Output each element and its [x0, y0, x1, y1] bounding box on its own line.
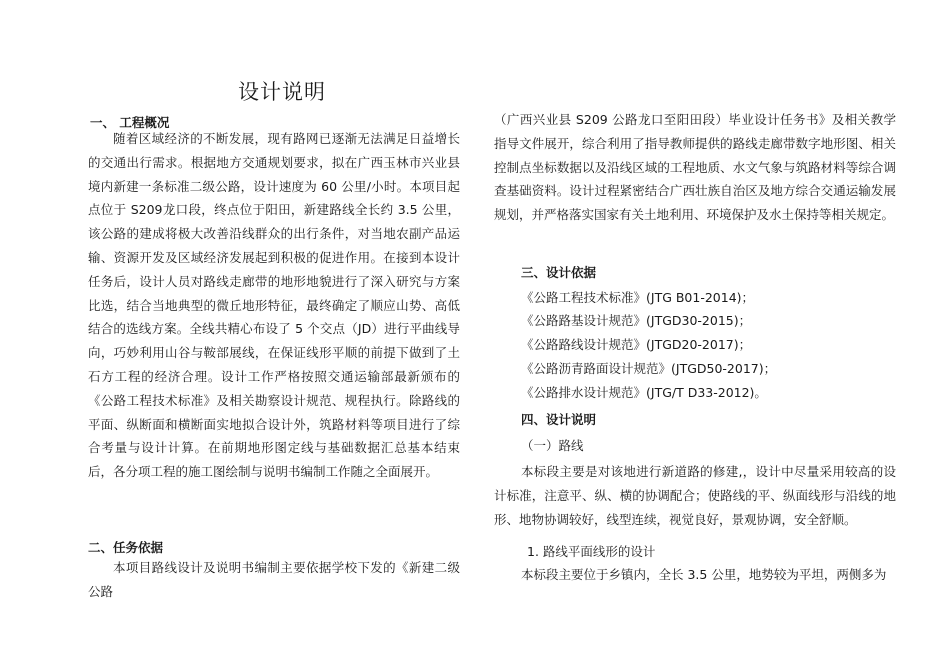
- route-paragraph: 本标段主要是对该地进行新道路的修建,，设计中尽量采用较高的设计标准，注意平、纵、横的协调配合；使路线的平、纵面线形与沿线的地形、地物协调较好，线型连续，视觉良好，景观协调，安全舒顺。: [494, 464, 896, 527]
- overview-paragraph: 随着区域经济的不断发展，现有路网已逐渐无法满足日益增长的交通出行需求。根据地方交通规划要求，拟在广西玉林市兴业县境内新建一条标准二级公路，设计速度为 60 公里/小时。本项目起点位于 S209龙口段，终点位于阳田，新建路线全长约 3.5 公里，该公路的建成将极大改善沿线群众的出行条件，对当地农副产品运输、资源开发及区域经济发展起到积极的促进作用。在接到本设计任务后，设计人员对路线走廊带的地形地貌进行了深入研究与方案比选，结合当地典型的微丘地形特征，最终确定了顺应山势、高低结合的选线方案。全线共精心布设了 5 个交点（JD）进行平曲线导向，巧妙利用山谷与鞍部展线，在保证线形平顺的前提下做到了土石方工程的经济合理。设计工作严格按照交通运输部最新颁布的《公路工程技术标准》及相关勘察设计规范、规程执行。除路线的平面、纵断面和横断面实地拟合设计外，筑路材料等项目进行了综合考量与设计计算。在前期地形图定线与基础数据汇总基本结束后，各分项工程的施工图绘制与说明书编制工作随之全面展开。: [88, 131, 460, 480]
- section-heading-design-basis: 三、设计依据: [521, 265, 597, 280]
- reference-item: 《公路排水设计规范》(JTG/T D33-2012)。: [521, 385, 767, 400]
- reference-item: 《公路路基设计规范》(JTGD30-2015)；: [521, 313, 752, 328]
- plane-alignment-paragraph: 本标段主要位于乡镇内，全长 3.5 公里，地势较为平坦，两侧多为: [521, 567, 887, 582]
- document-title: 设计说明: [238, 80, 326, 104]
- task-basis-paragraph: 本项目路线设计及说明书编制主要依据学校下发的《新建二级公路: [88, 560, 460, 599]
- reference-item: 《公路工程技术标准》(JTG B01-2014)；: [521, 290, 755, 305]
- section-heading-task-basis: 二、任务依据: [88, 540, 164, 555]
- task-basis-paragraph-continued: （广西兴业县 S209 公路龙口至阳田段）毕业设计任务书》及相关教学指导文件展开，综合利用了指导教师提供的路线走廊带数字地形图、相关控制点坐标数据以及沿线区域的工程地质、水文气象与筑路材料等综合调查基础资料。设计过程紧密结合广西壮族自治区及地方综合交通运输发展规划，并严格落实国家有关土地利用、环境保护及水土保持等相关规定。: [494, 112, 896, 223]
- reference-item: 《公路沥青路面设计规范》(JTGD50-2017)；: [521, 361, 777, 376]
- section-heading-overview: 一、 工程概况: [90, 115, 170, 130]
- subsection-route: （一）路线: [521, 438, 584, 453]
- section-heading-design-description: 四、设计说明: [521, 412, 597, 427]
- reference-item: 《公路路线设计规范》(JTGD20-2017)；: [521, 337, 752, 352]
- subsection-plane-alignment: 1. 路线平面线形的设计: [527, 544, 656, 559]
